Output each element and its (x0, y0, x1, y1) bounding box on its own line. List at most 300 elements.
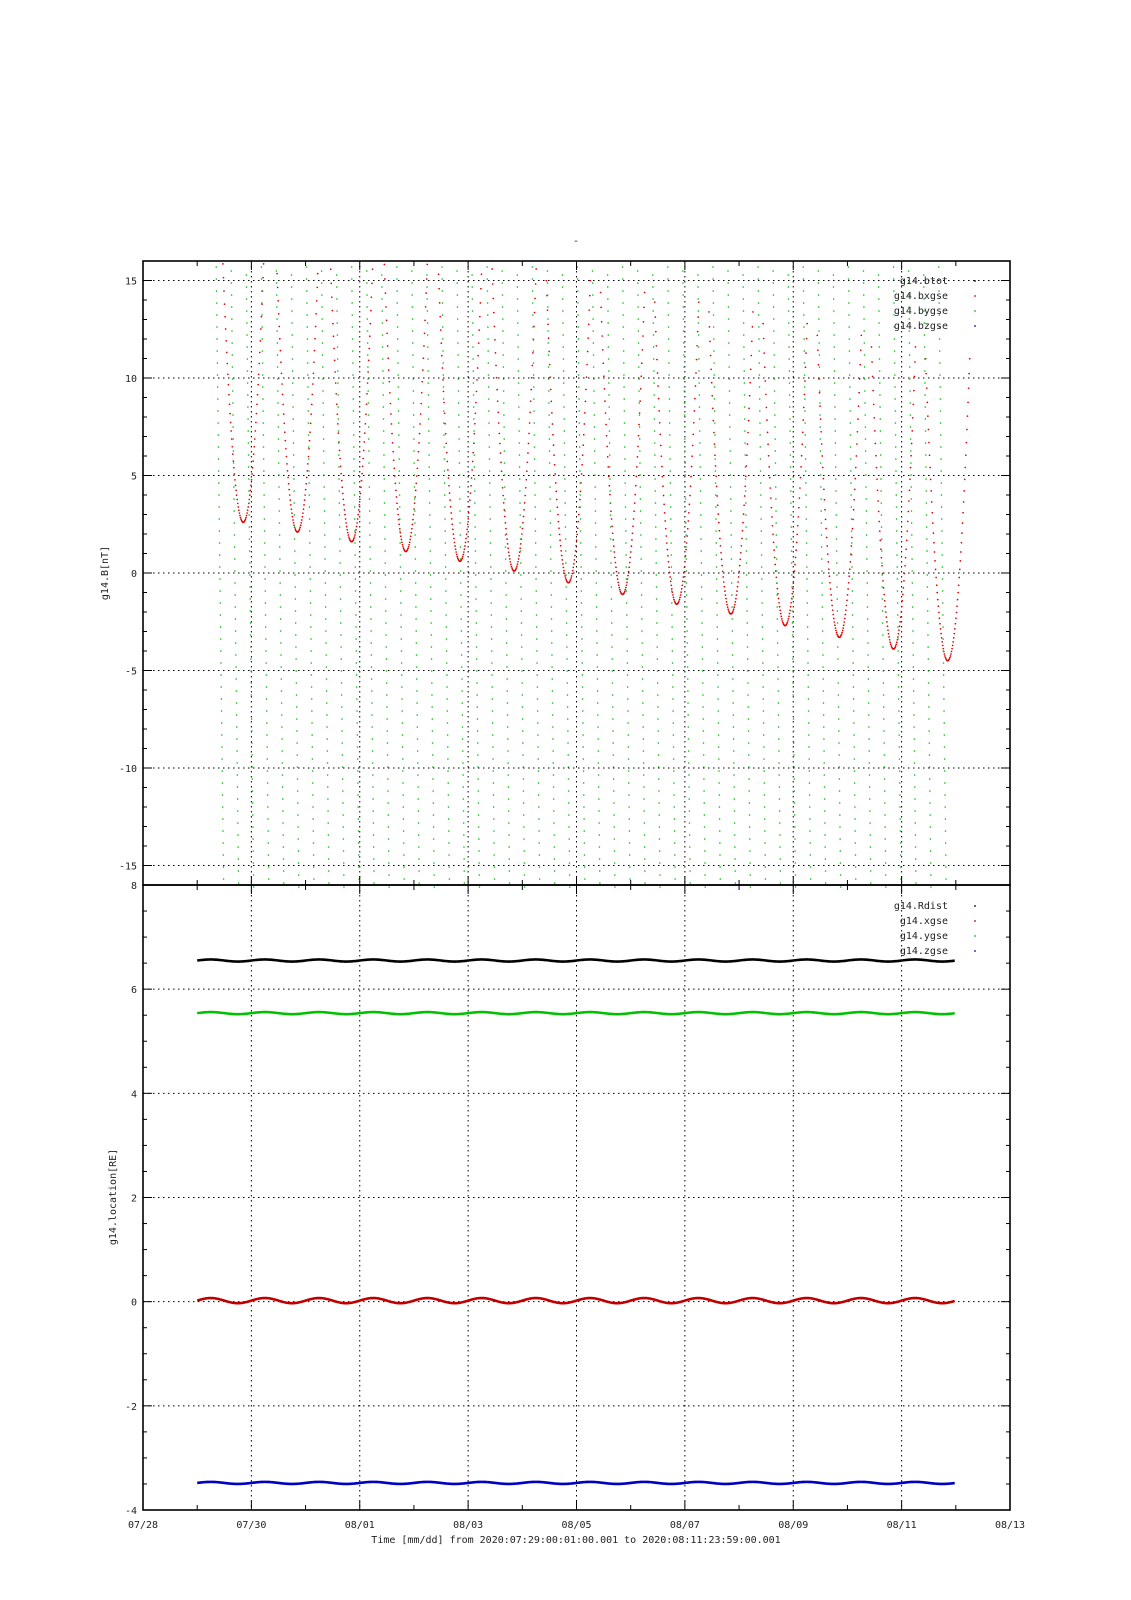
bygse-point (791, 598, 793, 600)
bygse-point (491, 674, 493, 676)
bxgse-point (548, 337, 550, 339)
bygse-point (943, 722, 945, 724)
bygse-point (473, 454, 475, 456)
bygse-point (611, 610, 613, 612)
bxgse-point (476, 379, 478, 381)
bxgse-point (551, 412, 553, 414)
bygse-point (607, 286, 609, 288)
bygse-point (547, 318, 549, 320)
bygse-point (940, 410, 942, 412)
bygse-point (686, 594, 688, 596)
bygse-point (624, 446, 626, 448)
bxgse-point (883, 594, 885, 596)
bygse-point (657, 670, 659, 672)
bygse-point (322, 342, 324, 344)
bygse-point (897, 590, 899, 592)
bygse-point (743, 346, 745, 348)
bygse-point (704, 826, 706, 828)
bxgse-point (950, 653, 952, 655)
bygse-point (807, 674, 809, 676)
bxgse-point (366, 403, 368, 405)
bygse-point (597, 690, 599, 692)
bygse-point (460, 618, 462, 620)
bygse-point (381, 286, 383, 288)
bygse-point (309, 566, 311, 568)
bxgse-point (313, 361, 315, 363)
bygse-point (850, 494, 852, 496)
bxgse-point (601, 321, 603, 323)
bygse-point (492, 722, 494, 724)
bygse-point (250, 622, 252, 624)
bxgse-point (600, 292, 602, 294)
bygse-point (583, 830, 585, 832)
bygse-point (373, 846, 375, 848)
bxgse-point (419, 433, 421, 435)
bxgse-point (355, 529, 357, 531)
bygse-point (687, 702, 689, 704)
bygse-point (758, 338, 760, 340)
bxgse-point (306, 470, 308, 472)
bygse-point (686, 606, 688, 608)
bygse-point (658, 802, 660, 804)
bygse-point (885, 850, 887, 852)
bxgse-point (618, 587, 620, 589)
bygse-point (397, 386, 399, 388)
bygse-point (296, 754, 298, 756)
bygse-point (762, 662, 764, 664)
bygse-point (702, 694, 704, 696)
bygse-point (583, 782, 585, 784)
bygse-point (732, 702, 734, 704)
bygse-point (353, 410, 355, 412)
bygse-point (327, 822, 329, 824)
bygse-point (221, 770, 223, 772)
bygse-point (639, 426, 641, 428)
bygse-point (458, 378, 460, 380)
bygse-point (760, 482, 762, 484)
bygse-point (624, 470, 626, 472)
bxgse-point (557, 506, 559, 508)
bygse-point (312, 758, 314, 760)
bygse-point (809, 818, 811, 820)
bygse-point (745, 466, 747, 468)
bygse-point (836, 550, 838, 552)
bygse-point (385, 586, 387, 588)
bxgse-point (507, 547, 509, 549)
bygse-point (668, 362, 670, 364)
bygse-point (598, 786, 600, 788)
bxgse-point (711, 395, 713, 397)
bygse-point (310, 638, 312, 640)
bygse-point (326, 726, 328, 728)
bxgse-point (955, 623, 957, 625)
bxgse-point (871, 346, 873, 348)
bygse-point (430, 598, 432, 600)
bygse-point (746, 550, 748, 552)
bygse-point (231, 330, 233, 332)
bxgse-point (372, 268, 374, 270)
bxgse-point (469, 506, 471, 508)
bygse-point (294, 514, 296, 516)
bygse-point (493, 830, 495, 832)
bygse-point (263, 506, 265, 508)
bygse-point (640, 570, 642, 572)
bygse-point (719, 878, 721, 880)
bygse-point (713, 314, 715, 316)
bygse-point (403, 842, 405, 844)
bygse-point (788, 346, 790, 348)
bygse-point (568, 766, 570, 768)
bygse-point (654, 478, 656, 480)
bygse-point (562, 286, 564, 288)
bygse-point (942, 638, 944, 640)
bygse-point (848, 290, 850, 292)
bxgse-point (671, 588, 673, 590)
bygse-point (820, 486, 822, 488)
bxgse-point (469, 499, 471, 501)
bygse-point (522, 730, 524, 732)
bygse-point (727, 294, 729, 296)
bygse-point (478, 802, 480, 804)
bygse-point (896, 566, 898, 568)
bxgse-point (234, 479, 236, 481)
bygse-point (806, 530, 808, 532)
bygse-point (418, 846, 420, 848)
bygse-point (521, 610, 523, 612)
bygse-point (385, 634, 387, 636)
bxgse-point (450, 512, 452, 514)
bygse-point (432, 742, 434, 744)
bxgse-point (858, 392, 860, 394)
bxgse-point (750, 368, 752, 370)
bxgse-point (396, 502, 398, 504)
bxgse-point (773, 542, 775, 544)
bygse-point (442, 350, 444, 352)
bxgse-point (819, 392, 821, 394)
bxgse-point (286, 456, 288, 458)
bygse-point (308, 470, 310, 472)
bxgse-point (852, 528, 854, 530)
bygse-point (520, 598, 522, 600)
bxgse-point (804, 380, 806, 382)
bygse-point (868, 726, 870, 728)
bygse-point (658, 814, 660, 816)
bxgse-point (363, 441, 365, 443)
bygse-point (838, 706, 840, 708)
bygse-point (803, 290, 805, 292)
bygse-point (519, 478, 521, 480)
bygse-point (911, 546, 913, 548)
bxgse-point (400, 535, 402, 537)
bygse-point (535, 554, 537, 556)
bygse-point (418, 858, 420, 860)
bxgse-point (525, 479, 527, 481)
bygse-point (535, 590, 537, 592)
bygse-point (418, 834, 420, 836)
bygse-point (915, 882, 917, 884)
bygse-point (653, 370, 655, 372)
bygse-point (803, 338, 805, 340)
bxgse-point (603, 375, 605, 377)
bxgse-point (639, 412, 641, 414)
bygse-point (776, 570, 778, 572)
bygse-point (398, 410, 400, 412)
bygse-point (564, 442, 566, 444)
bygse-point (387, 742, 389, 744)
bygse-point (524, 874, 526, 876)
bxgse-point (628, 571, 630, 573)
bygse-point (501, 270, 503, 272)
bxgse-point (797, 525, 799, 527)
bygse-point (614, 886, 616, 888)
bxgse-point (502, 487, 504, 489)
bygse-point (613, 814, 615, 816)
bygse-point (855, 854, 857, 856)
bygse-point (221, 746, 223, 748)
bygse-point (822, 642, 824, 644)
bxgse-point (752, 311, 754, 313)
bygse-point (743, 310, 745, 312)
bygse-point (549, 438, 551, 440)
bygse-point (417, 798, 419, 800)
bygse-point (517, 358, 519, 360)
bygse-point (803, 302, 805, 304)
bygse-point (622, 302, 624, 304)
bygse-point (759, 386, 761, 388)
bygse-point (523, 838, 525, 840)
bygse-point (593, 366, 595, 368)
bygse-point (293, 490, 295, 492)
bygse-point (321, 318, 323, 320)
bygse-point (729, 402, 731, 404)
bygse-point (490, 554, 492, 556)
bxgse-point (505, 528, 507, 530)
bygse-point (386, 718, 388, 720)
bygse-point (915, 834, 917, 836)
bygse-point (517, 334, 519, 336)
legend-label-btot: g14.btot (899, 276, 948, 287)
bygse-point (517, 298, 519, 300)
bxgse-point (639, 400, 641, 402)
bygse-point (324, 534, 326, 536)
bygse-point (387, 778, 389, 780)
bygse-point (808, 686, 810, 688)
bygse-point (747, 694, 749, 696)
bygse-point (761, 566, 763, 568)
bygse-point (792, 658, 794, 660)
bygse-point (853, 698, 855, 700)
bygse-point (328, 858, 330, 860)
bygse-point (653, 322, 655, 324)
bygse-point (926, 502, 928, 504)
bxgse-point (712, 420, 714, 422)
bygse-point (674, 866, 676, 868)
bygse-point (277, 402, 279, 404)
bygse-point (791, 610, 793, 612)
bygse-point (744, 406, 746, 408)
bxgse-point (883, 587, 885, 589)
bygse-point (232, 366, 234, 368)
bxgse-point (604, 388, 606, 390)
bygse-point (351, 278, 353, 280)
bygse-point (221, 734, 223, 736)
bxgse-point (255, 422, 257, 424)
bygse-point (567, 694, 569, 696)
bygse-point (926, 514, 928, 516)
bygse-point (748, 718, 750, 720)
bxgse-point (291, 512, 293, 514)
bygse-point (266, 686, 268, 688)
bygse-point (789, 382, 791, 384)
bygse-point (612, 694, 614, 696)
bygse-point (448, 854, 450, 856)
bxgse-point (956, 605, 958, 607)
bygse-point (824, 834, 826, 836)
bygse-point (248, 502, 250, 504)
bxgse-point (251, 479, 253, 481)
bxgse-point (942, 648, 944, 650)
bygse-point (313, 842, 315, 844)
bygse-point (820, 462, 822, 464)
bxgse-point (762, 323, 764, 325)
bxgse-point (344, 509, 346, 511)
bygse-point (640, 522, 642, 524)
bygse-point (218, 458, 220, 460)
bygse-point (460, 582, 462, 584)
bxgse-point (531, 365, 533, 367)
bxgse-point (686, 542, 688, 544)
bygse-point (943, 710, 945, 712)
bygse-point (252, 778, 254, 780)
bygse-point (338, 466, 340, 468)
bygse-point (297, 802, 299, 804)
bygse-point (652, 286, 654, 288)
bxgse-point (306, 477, 308, 479)
bygse-point (549, 486, 551, 488)
bxgse-point (856, 455, 858, 457)
bygse-point (371, 726, 373, 728)
bygse-point (833, 310, 835, 312)
bygse-point (430, 610, 432, 612)
bygse-point (216, 326, 218, 328)
bygse-point (643, 798, 645, 800)
bygse-point (838, 766, 840, 768)
bygse-point (820, 438, 822, 440)
bygse-point (608, 382, 610, 384)
bygse-point (928, 706, 930, 708)
bygse-point (762, 626, 764, 628)
bxgse-point (953, 637, 955, 639)
bxgse-point (957, 599, 959, 601)
bxgse-point (657, 385, 659, 387)
bygse-point (584, 866, 586, 868)
bxgse-point (301, 519, 303, 521)
bygse-point (547, 330, 549, 332)
bygse-point (402, 782, 404, 784)
bygse-point (443, 374, 445, 376)
bxgse-point (227, 373, 229, 375)
bygse-point (778, 738, 780, 740)
bxgse-point (961, 532, 963, 534)
bygse-point (293, 442, 295, 444)
bygse-point (537, 746, 539, 748)
bygse-point (352, 362, 354, 364)
bxgse-point (479, 316, 481, 318)
bxgse-point (820, 431, 822, 433)
bygse-point (893, 266, 895, 268)
bxgse-point (262, 277, 264, 279)
bxgse-point (396, 496, 398, 498)
bygse-point (217, 434, 219, 436)
bygse-point (840, 874, 842, 876)
bygse-point (837, 634, 839, 636)
bygse-point (449, 878, 451, 880)
bygse-point (372, 762, 374, 764)
bygse-point (538, 830, 540, 832)
bygse-point (279, 546, 281, 548)
bygse-point (717, 710, 719, 712)
bxgse-point (825, 528, 827, 530)
bygse-point (368, 462, 370, 464)
bygse-point (353, 470, 355, 472)
bygse-point (776, 582, 778, 584)
bygse-point (550, 522, 552, 524)
bygse-point (727, 270, 729, 272)
bxgse-point (831, 605, 833, 607)
bxgse-point (736, 590, 738, 592)
bygse-point (597, 750, 599, 752)
bxgse-point (766, 407, 768, 409)
bxgse-point (425, 292, 427, 294)
bygse-point (673, 782, 675, 784)
bxgse-point (365, 423, 367, 425)
bygse-point (609, 490, 611, 492)
bygse-point (611, 598, 613, 600)
bygse-point (702, 682, 704, 684)
bygse-point (369, 522, 371, 524)
bygse-point (926, 562, 928, 564)
bygse-point (323, 450, 325, 452)
bygse-point (926, 538, 928, 540)
bygse-point (637, 306, 639, 308)
bygse-point (775, 486, 777, 488)
bygse-point (659, 826, 661, 828)
bxgse-point (928, 442, 930, 444)
bygse-point (778, 750, 780, 752)
bygse-point (352, 326, 354, 328)
bygse-point (686, 582, 688, 584)
bygse-point (569, 886, 571, 888)
bxgse-point (524, 502, 526, 504)
bygse-point (731, 558, 733, 560)
bygse-point (296, 742, 298, 744)
bygse-point (898, 710, 900, 712)
bygse-point (321, 282, 323, 284)
bygse-point (416, 678, 418, 680)
bygse-point (598, 822, 600, 824)
bygse-point (774, 402, 776, 404)
bxgse-point (385, 292, 387, 294)
bxgse-point (237, 506, 239, 508)
bygse-point (403, 806, 405, 808)
bxgse-point (304, 499, 306, 501)
bxgse-point (385, 306, 387, 308)
bygse-point (623, 326, 625, 328)
bxgse-point (800, 477, 802, 479)
bygse-point (805, 494, 807, 496)
bxgse-point (338, 432, 340, 434)
bxgse-point (928, 429, 930, 431)
